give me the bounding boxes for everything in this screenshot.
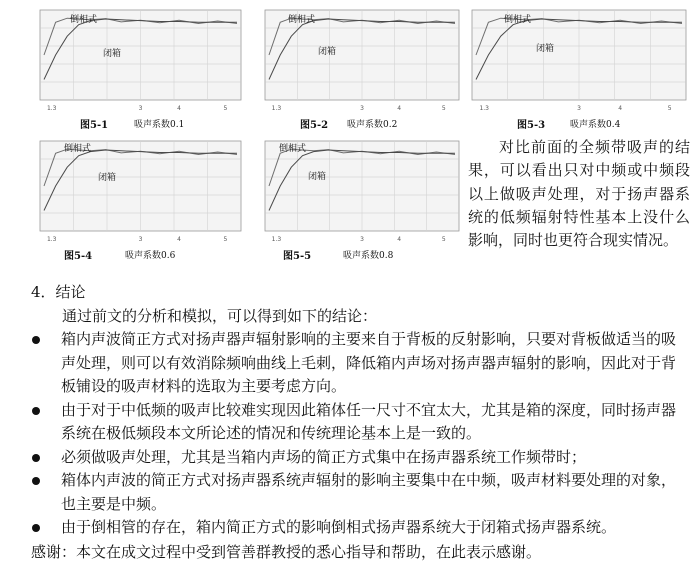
figure-5-2-caption: 吸声系数0.2 [347,120,398,130]
tick-label: 5 [441,105,446,112]
side-paragraph [468,136,690,252]
figure-5-3-label-top: 倒相式 [504,15,532,25]
bullet-icon [32,524,40,532]
figure-5-4-plot [30,135,245,245]
list-item [30,469,686,516]
figure-5-5-label-top: 倒相式 [279,144,307,154]
figure-5-2-label-top: 倒相式 [288,15,316,25]
tick-label: 1.3 [46,105,57,112]
figure-5-5-label-bottom: 闭箱 [308,172,327,182]
figure-5-5 [255,135,463,260]
acknowledgement: 感谢：本文在成文过程中受到管善群教授的悉心指导和帮助，在此表示感谢。 [31,543,542,561]
figure-5-2-plot [255,4,463,114]
figure-5-2 [255,4,463,129]
figure-5-2-label-bottom: 闭箱 [318,47,337,57]
tick-label: 5 [223,105,228,112]
figure-5-3 [462,4,690,129]
tick-label: 4 [397,105,402,112]
list-item-text: 必须做吸声处理，尤其是当箱内声场的简正方式集中在扬声器系统工作频带时； [61,447,587,466]
tick-label: 5 [441,236,446,243]
figure-5-1-label-top: 倒相式 [70,15,98,25]
figure-5-4 [30,135,245,260]
list-item-text: 由于倒相管的存在，箱内简正方式的影响倒相式扬声器系统大于闭箱式扬声器系统。 [61,518,617,536]
tick-label: 3 [360,236,364,243]
tick-label: 1.3 [46,236,57,243]
figure-5-4-label-top: 倒相式 [64,144,92,154]
figure-5-3-number: 图5-3 [517,120,546,131]
figure-5-4-label-bottom: 闭箱 [98,173,117,183]
bullet-icon [32,407,40,415]
figure-5-1 [30,4,245,129]
list-item-text: 箱体内声波的简正方式对扬声器系统声辐射的影响主要集中在中频，吸声材料要处理的对象，也主要是中频。 [61,471,677,513]
list-item [30,516,686,540]
figure-5-1-plot [30,4,245,114]
figure-5-1-number: 图5-1 [80,120,109,131]
side-paragraph-text: 对比前面的全频带吸声的结果，可以看出只对中频或中频段以上做吸声处理，对于扬声器系统的低频辐射特性基本上没什么影响，同时也更符合现实情况。 [468,138,690,250]
tick-label: 4 [397,236,402,243]
tick-label: 1.3 [271,236,282,243]
bullet-icon [32,454,40,462]
figure-5-3-caption: 吸声系数0.4 [570,120,621,130]
tick-label: 4 [177,105,182,112]
section-heading: 4．结论 [31,283,86,301]
figure-5-5-number: 图5-5 [283,251,312,262]
tick-label: 1.3 [479,105,490,112]
figure-5-3-plot [462,4,690,114]
tick-label: 3 [577,105,581,112]
list-item-text: 箱内声波简正方式对扬声器声辐射影响的主要来自于背板的反射影响，只要对背板做适当的吸声处理，则可以有效消除频响曲线上毛刺，降低箱内声场对扬声器声辐射的影响，因此对于背板铺设的吸声材料的选取为主要考虑方向。 [61,330,677,395]
tick-label: 5 [667,105,672,112]
list-item [30,328,686,399]
conclusion-list [30,328,686,540]
tick-label: 1.3 [271,105,282,112]
figure-5-2-number: 图5-2 [300,120,329,131]
figure-5-4-caption: 吸声系数0.6 [125,251,176,261]
list-item-text: 由于对于中低频的吸声比较难实现因此箱体任一尺寸不宜太大，尤其是箱的深度，同时扬声器系统在极低频段本文所论述的情况和传统理论基本上是一致的。 [61,400,677,442]
bullet-icon [32,477,40,485]
list-item [30,399,686,446]
tick-label: 3 [360,105,364,112]
tick-label: 3 [138,236,143,243]
figure-5-1-label-bottom: 闭箱 [103,49,122,59]
figure-5-4-number: 图5-4 [64,251,93,262]
figure-5-1-caption: 吸声系数0.1 [134,120,185,130]
intro-text: 通过前文的分析和模拟，可以得到如下的结论： [62,307,378,325]
list-item [30,446,686,470]
bullet-icon [32,336,40,344]
figure-5-5-caption: 吸声系数0.8 [343,251,394,261]
tick-label: 4 [618,105,623,112]
tick-label: 5 [223,236,228,243]
tick-label: 3 [138,105,143,112]
figure-5-3-label-bottom: 闭箱 [536,44,555,54]
tick-label: 4 [177,236,182,243]
